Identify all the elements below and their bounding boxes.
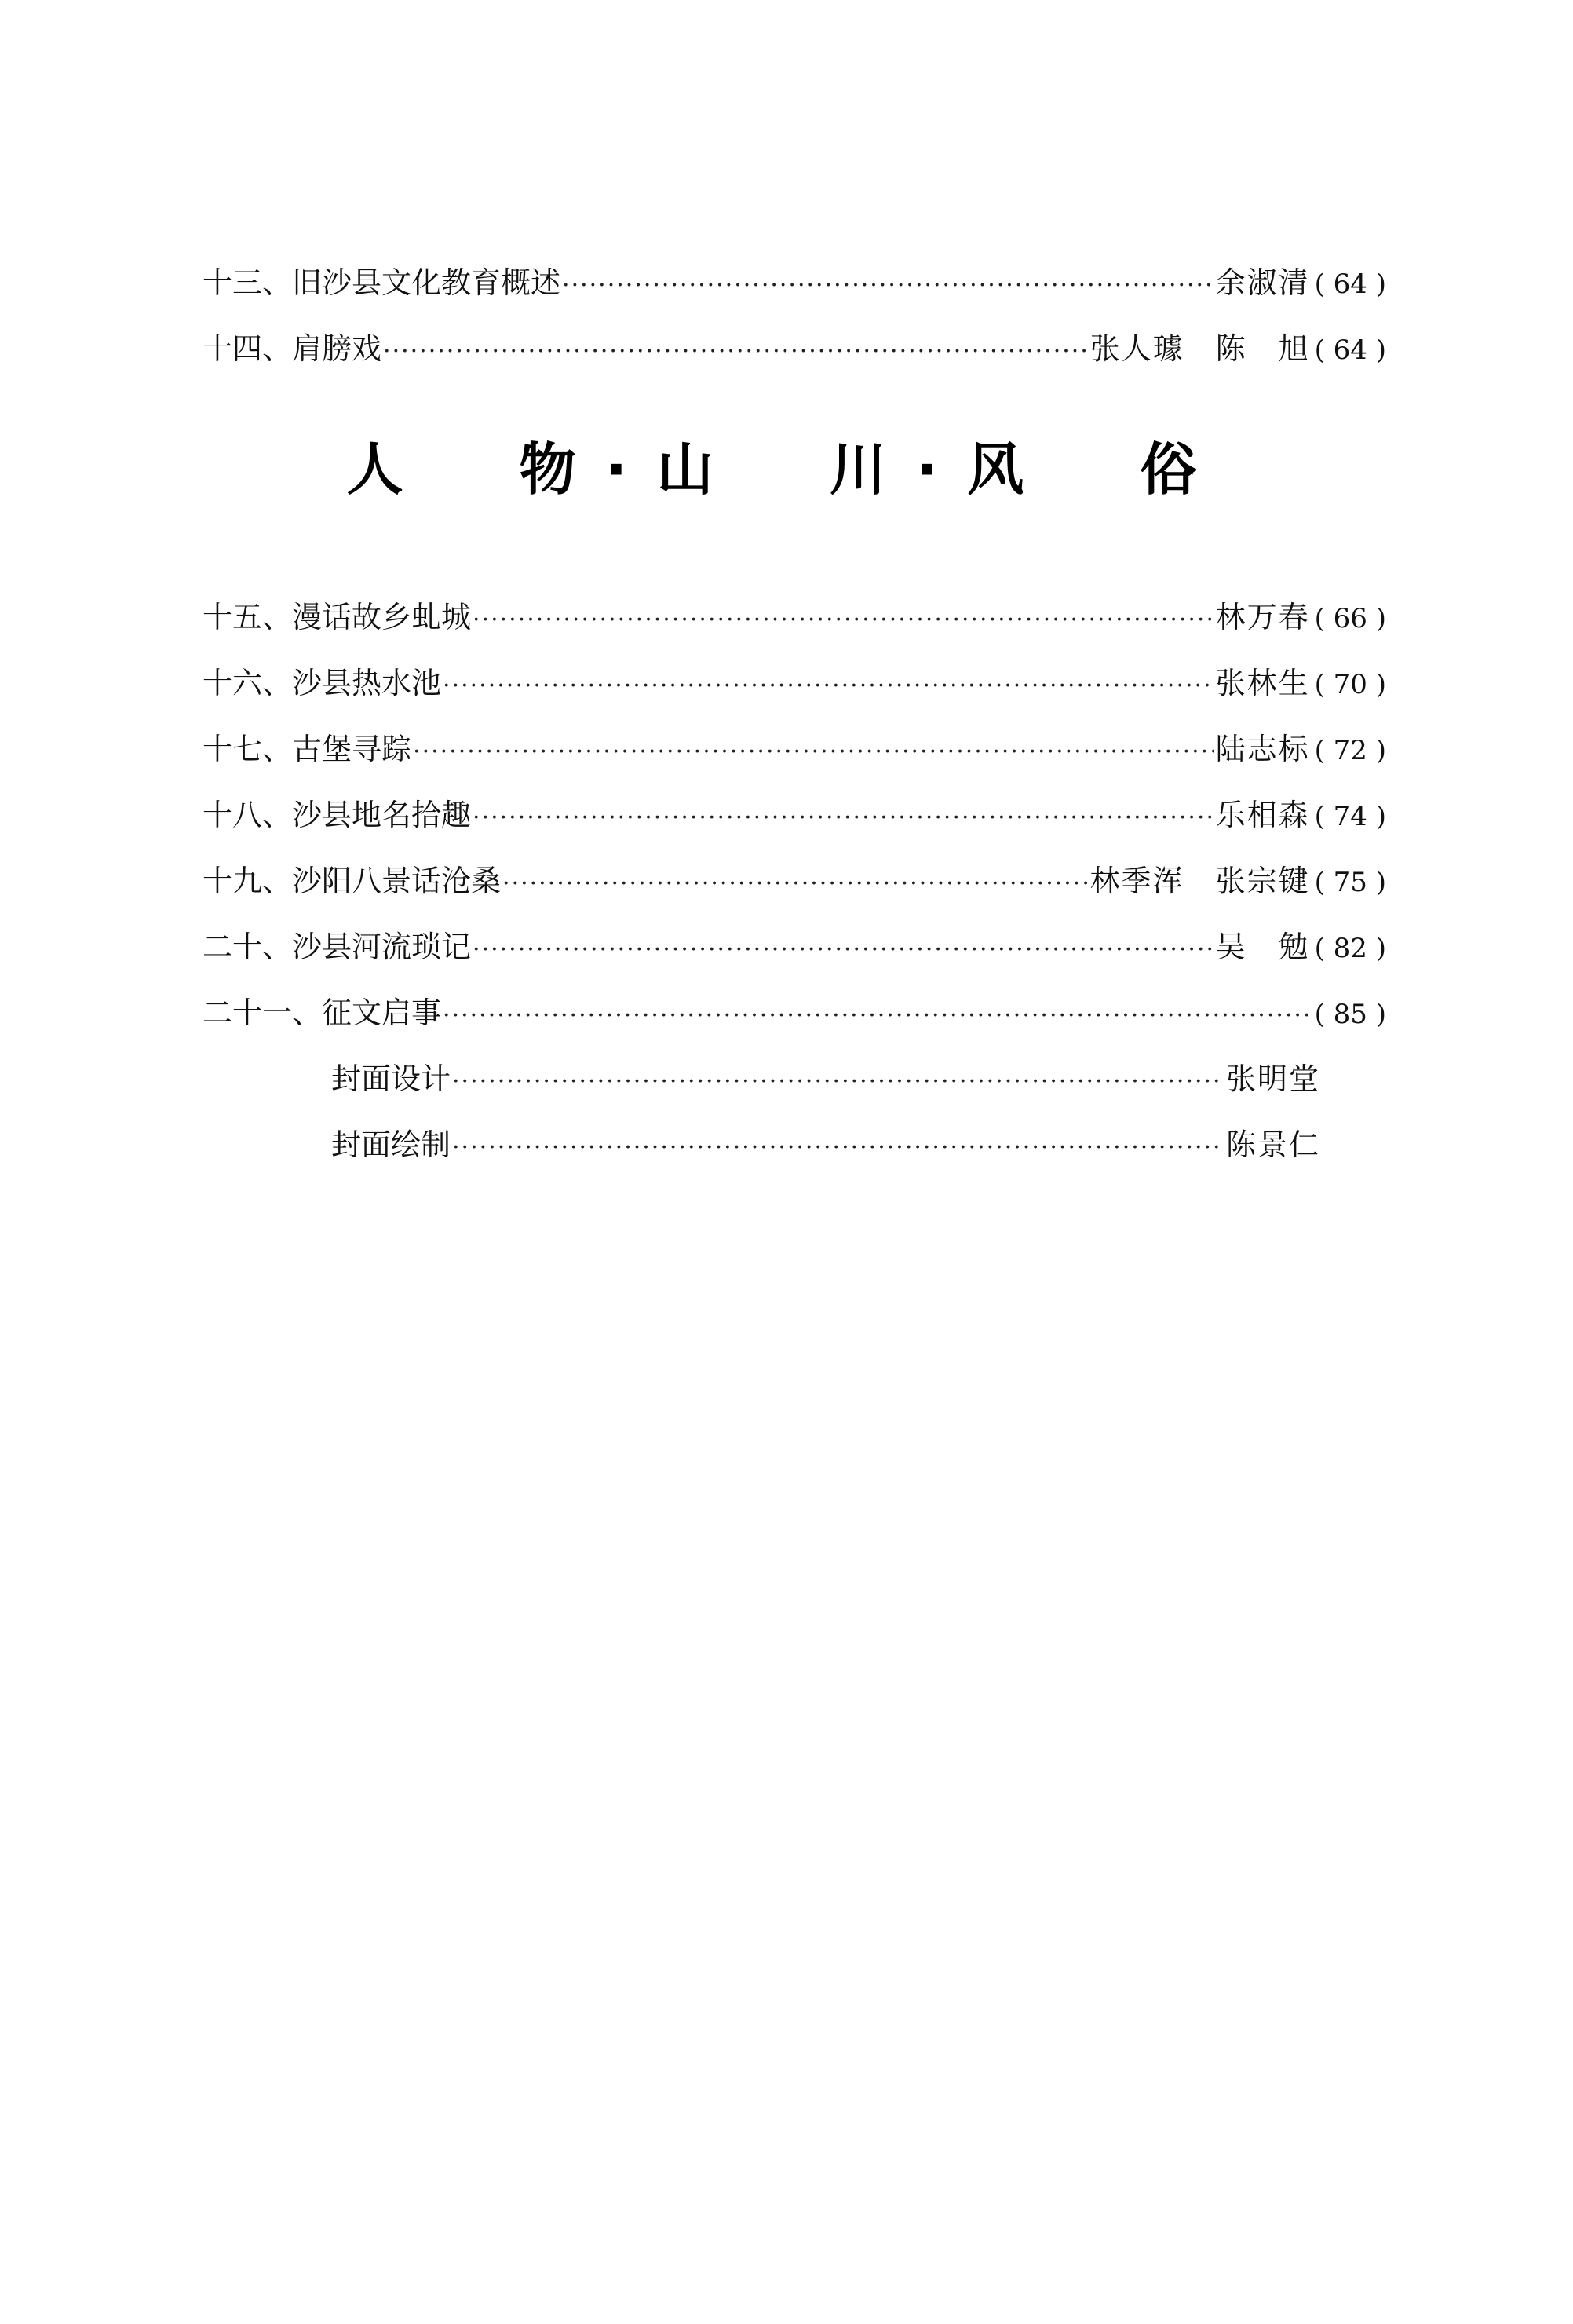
toc-entry bbox=[203, 914, 1386, 980]
credit-author: 陈景仁 bbox=[1225, 1127, 1320, 1162]
dot-leader bbox=[383, 319, 1089, 385]
entry-author: 余淑清 bbox=[1215, 265, 1310, 300]
entry-number: 十三、 bbox=[203, 265, 293, 300]
credit-entry bbox=[203, 1046, 1320, 1112]
entry-page: ( 64 ) bbox=[1314, 269, 1386, 300]
credit-entry bbox=[203, 1112, 1320, 1178]
toc-entry bbox=[203, 848, 1386, 914]
entry-author: 林万春 bbox=[1215, 600, 1310, 634]
entry-author: 吴 勉 bbox=[1215, 930, 1310, 964]
dot-leader bbox=[502, 851, 1089, 917]
toc-entry bbox=[203, 716, 1386, 782]
entry-title: 沙县地名拾趣 bbox=[292, 798, 472, 832]
toc-lower-section bbox=[203, 584, 1386, 1178]
credit-title: 封面设计 bbox=[331, 1062, 451, 1096]
entry-number: 十九、 bbox=[203, 864, 293, 898]
entry-number: 十四、 bbox=[203, 331, 293, 366]
entry-title: 肩膀戏 bbox=[292, 331, 382, 366]
entry-title: 古堡寻踪 bbox=[292, 732, 412, 766]
dot-leader bbox=[473, 587, 1214, 653]
entry-title: 沙县热水池 bbox=[292, 666, 442, 700]
entry-title: 征文启事 bbox=[322, 996, 442, 1030]
toc-entry bbox=[203, 650, 1386, 716]
entry-page: ( 85 ) bbox=[1314, 999, 1386, 1030]
entry-page: ( 72 ) bbox=[1314, 735, 1386, 766]
entry-title: 漫话故乡虬城 bbox=[292, 600, 472, 634]
toc-entry bbox=[203, 316, 1386, 382]
entry-author: 张林生 bbox=[1215, 666, 1310, 700]
dot-leader bbox=[562, 253, 1214, 319]
entry-page: ( 64 ) bbox=[1314, 334, 1386, 366]
credit-title: 封面绘制 bbox=[331, 1127, 451, 1162]
entry-number: 十五、 bbox=[203, 600, 293, 634]
toc-entry bbox=[203, 782, 1386, 848]
entry-title: 旧沙县文化教育概述 bbox=[292, 265, 561, 300]
entry-title: 沙县河流琐记 bbox=[292, 930, 472, 964]
entry-title: 沙阳八景话沧桑 bbox=[292, 864, 502, 898]
entry-author: 林季浑 张宗键 bbox=[1089, 864, 1310, 898]
entry-page: ( 75 ) bbox=[1314, 867, 1386, 898]
entry-number: 二十一、 bbox=[203, 996, 323, 1030]
entry-page: ( 74 ) bbox=[1314, 801, 1386, 832]
toc-entry bbox=[203, 980, 1386, 1046]
entry-number: 十七、 bbox=[203, 732, 293, 766]
entry-number: 十六、 bbox=[203, 666, 293, 700]
dot-leader bbox=[473, 785, 1214, 851]
dot-leader bbox=[452, 1049, 1224, 1115]
toc-entry bbox=[203, 584, 1386, 650]
entry-page: ( 70 ) bbox=[1314, 669, 1386, 700]
entry-number: 十八、 bbox=[203, 798, 293, 832]
dot-leader bbox=[413, 719, 1214, 785]
dot-leader bbox=[443, 983, 1308, 1049]
entry-author: 乐相森 bbox=[1215, 798, 1310, 832]
entry-author: 陆志标 bbox=[1215, 732, 1310, 766]
credit-author: 张明堂 bbox=[1225, 1062, 1320, 1096]
entry-author: 张人璩 陈 旭 bbox=[1089, 331, 1310, 366]
entry-number: 二十、 bbox=[203, 930, 293, 964]
toc-entry bbox=[203, 250, 1386, 316]
entry-page: ( 66 ) bbox=[1314, 603, 1386, 634]
dot-leader bbox=[473, 917, 1214, 983]
section-heading: 人 物·山 川·风 俗 bbox=[346, 437, 1227, 502]
toc-upper-section bbox=[203, 250, 1386, 382]
dot-leader bbox=[443, 653, 1214, 719]
entry-page: ( 82 ) bbox=[1314, 933, 1386, 964]
dot-leader bbox=[452, 1115, 1224, 1181]
